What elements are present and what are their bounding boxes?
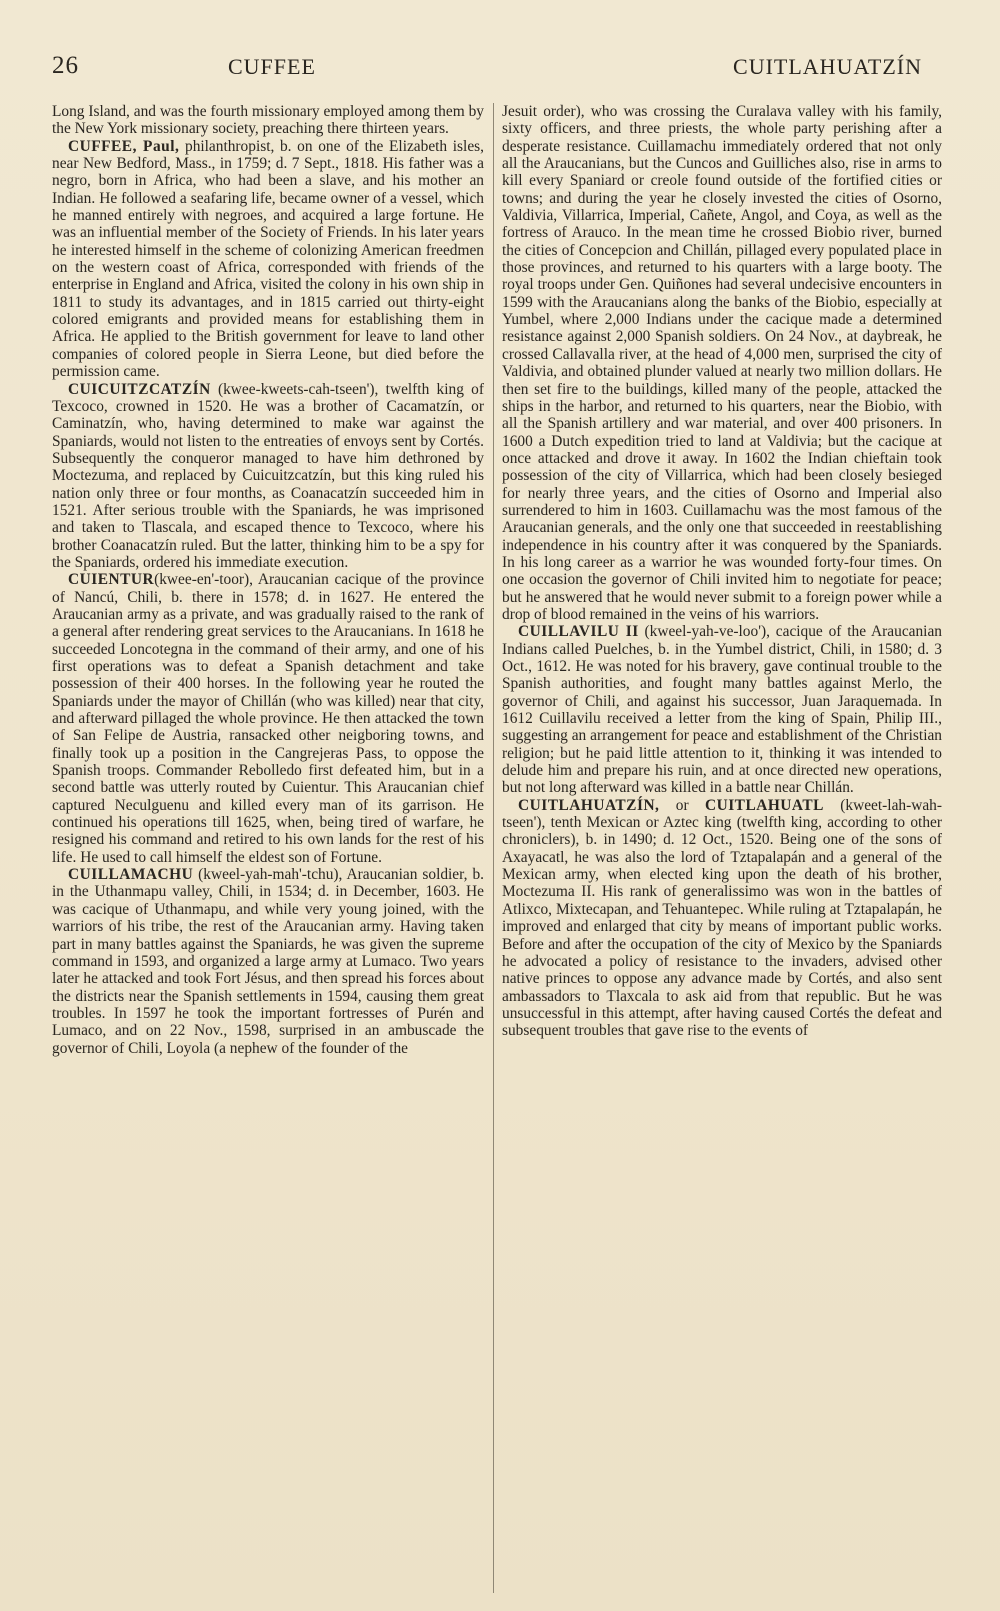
left-running-head: CUFFEE [228,54,316,79]
entry-headword: CUITLAHUATZÍN, [518,796,660,814]
entry-headword-alt: CUITLAHUATL [704,796,824,814]
page-number: 26 [52,52,79,79]
entry-text: philanthropist, b. on one of the Elizabeth isles, near New Bedford, Mass., in 1759; d. 7 Sept., 1818. His father was a negro, born in Africa, who had been a slave, and his mother an Indian. He followed a seafaring life, became owner of a vessel, which he manned entirely with negroes, and acquired a large fortune. He was an influential member of the Society of Friends. In his later years he interested himself in the scheme of colonizing American freedmen on the western coast of Africa, corresponded with friends of the enterprise in England and Africa, visited the colony in his own ship in 1811 to study its advantages, and in 1815 carried out thirty-eight colored emigrants and provided means for establishing them in Africa. He applied to the British government for leave to land other companies of colored people in Sierra Leone, but died before the permission came. [52,137,484,381]
entry-text: (kweel-yah-ve-loo'), cacique of the Araucanian Indians called Puelches, b. in the Yumbel district, Chili, in 1580; d. 3 Oct., 1612. He was noted for his bravery, gave continual trouble to the Spanish authorities, and fought many battles against Merlo, the governor of Chili, and against his successor, Juan Jaraquemada. In 1612 Cuillavilu received a letter from the king of Spain, Philip III., suggesting an arrangement for peace and establishment of the Christian religion; but he paid little attention to it, thinking it was intended to delude him and prepare his ruin, and at once directed new operations, but not long afterward was killed in a battle near Chillán. [502,623,942,797]
right-running-head: CUITLAHUATZÍN [733,54,922,79]
entry-cuffee [52,138,484,381]
entry-text: (kweet-lah-wah-tseen'), tenth Mexican or Aztec king (twelfth king, according to other chroniclers), b. in 1490; d. 12 Oct., 1520. Being one of the sons of Axayacatl, he was also the lord of Tztapalapán and a general of the Mexican army, when elected king upon the death of his brother, Moctezuma II. His rank of generalissimo was won in the battles of Atlixco, Mixtecapan, and Tehuantepec. While ruling at Tztapalapán, he improved and enlarged that city by means of important public works. Before and after the occupation of the city of Mexico by the Spaniards he advocated a policy of resistance to the invaders, advised other native princes to oppose any advance made by Cortés, and also sent ambassadors to Tlaxcala to ask aid from that republic. But he was unsuccessful in this attempt, after having caused Cortés the defeat and subsequent troubles that gave rise to the events of [502,796,942,1040]
continued-paragraph: Long Island, and was the fourth missionary employed among them by the New York missionary society, preaching there thirteen years. [52,103,484,138]
left-column [52,103,484,1593]
entry-or-word: or [659,796,705,814]
entry-headword: CUILLAVILU II [518,623,639,641]
entry-cuillamachu [52,866,484,1057]
entry-text: (kweel-yah-mah'-tchu), Araucanian soldier, b. in the Uthanmapu valley, Chili, in 1534; d. in December, 1603. He was cacique of Uthanmapu, and while very young joined, with the warriors of his tribe, the rest of the Araucanian army. Having taken part in many battles against the Spaniards, he was given the supreme command in 1593, and organized a large army at Lumaco. Two years later he attacked and took Fort Jésus, and then spread his forces about the districts near the Spanish settlements in 1594, causing them great troubles. In 1597 he took the important fortresses of Purén and Lumaco, and on 22 Nov., 1598, surprised in an ambuscade the governor of Chili, Loyola (a nephew of the founder of the [52,866,484,1057]
entry-headword: CUFFEE, Paul, [68,137,180,155]
entry-cuillavilu [502,623,942,796]
entry-headword: CUILLAMACHU [68,866,194,884]
entry-headword: CUICUITZCATZÍN [68,380,211,398]
entry-cuicuitzcatzin [52,381,484,572]
entry-cuitlahuatzin [502,797,942,1040]
continued-paragraph: Jesuit order), who was crossing the Curalava valley with his family, sixty officers, and three priests, the whole party perishing after a desperate resistance. Cuillamachu immediately ordered that not only all the Araucanians, but the Cuncos and Guilliches also, rise in arms to kill every Spaniard or creole found outside of the fortified cities or towns; and during the year he closely invested the cities of Osorno, Valdivia, Villarrica, Imperial, Cañete, Angol, and Coya, as well as the fortress of Arauco. In the mean time he crossed Biobio river, burned the cities of Concepcion and Chillán, pillaged every populated place in those provinces, and returned to his quarters with a large booty. The royal troops under Gen. Quiñones had several undecisive encounters in 1599 with the Araucanians along the banks of the Biobio, especially at Yumbel, where 2,000 Indians under the cacique made a determined resistance against 2,000 Spanish soldiers. On 24 Nov., at daybreak, he crossed Callavalla river, at the head of 4,000 men, surprised the city of Valdivia, and obtained plunder valued at nearly two million dollars. He then set fire to the buildings, killed many of the people, attacked the ships in the harbor, and returned to his quarters, near the Biobio, with all the Spanish artillery and war material, and over 400 prisoners. In 1600 a Dutch expedition tried to land at Valdivia; but the cacique at once attacked and drove it away. In 1602 the Indian chieftain took possession of the city of Villarrica, which had been closely besieged for nearly three years, and the cities of Osorno and Imperial also surrendered to him in 1603. Cuillamachu was the most famous of the Araucanian generals, and the only one that succeeded in reestablishing independence in his country after it was conquered by the Spaniards. In his long career as a warrior he was wounded forty-four times. On one occasion the governor of Chili invited him to negotiate for peace; but he answered that he would never submit to a foreign power while a drop of blood remained in the veins of his warriors. [502,103,942,623]
entry-text: (kwee-kweets-cah-tseen'), twelfth king of Texcoco, crowned in 1520. He was a brother of Cacamatzín, or Caminatzín, who, having determined to make war against the Spaniards, would not listen to the entreaties of envoys sent by Cortés. Subsequently the conqueror managed to have him dethroned by Moctezuma, and replaced by Cuicuitzcatzín, but this king ruled his nation only three or four months, as Coanacatzín succeeded him in 1521. After serious trouble with the Spaniards, he was imprisoned and taken to Tlascala, and escaped thence to Texcoco, where his brother Coanacatzín ruled. But the latter, thinking him to be a spy for the Spaniards, ordered his immediate execution. [52,380,484,571]
entry-cuientur [52,571,484,866]
column-divider [493,103,494,1593]
right-column [502,103,942,1593]
page-header [52,52,942,82]
entry-headword: CUIENTUR [68,571,155,589]
entry-text: (kwee-en'-toor), Araucanian cacique of the province of Nancú, Chili, b. there in 1578; d. in 1627. He entered the Araucanian army as a private, and was gradually raised to the rank of a general after rendering great services to the Araucanians. In 1618 he succeeded Loncotegna in the command of their army, and one of his first operations was to defeat a Spanish detachment and take possession of their 400 horses. In the following year he routed the Spaniards under the mayor of Chillán (who was killed) near that city, and afterward pillaged the whole province. He then attacked the town of San Felipe de Austria, ransacked other neigboring towns, and finally took up a position in the Cangrejeras Pass, to oppose the Spanish troops. Commander Rebolledo first defeated him, but in a second battle was utterly routed by Cuientur. This Araucanian chief captured Neculguenu and killed every man of its garrison. He continued his operations till 1625, when, being tired of warfare, he resigned his command and retired to his own lands for the rest of his life. He used to call himself the eldest son of Fortune. [52,571,484,866]
